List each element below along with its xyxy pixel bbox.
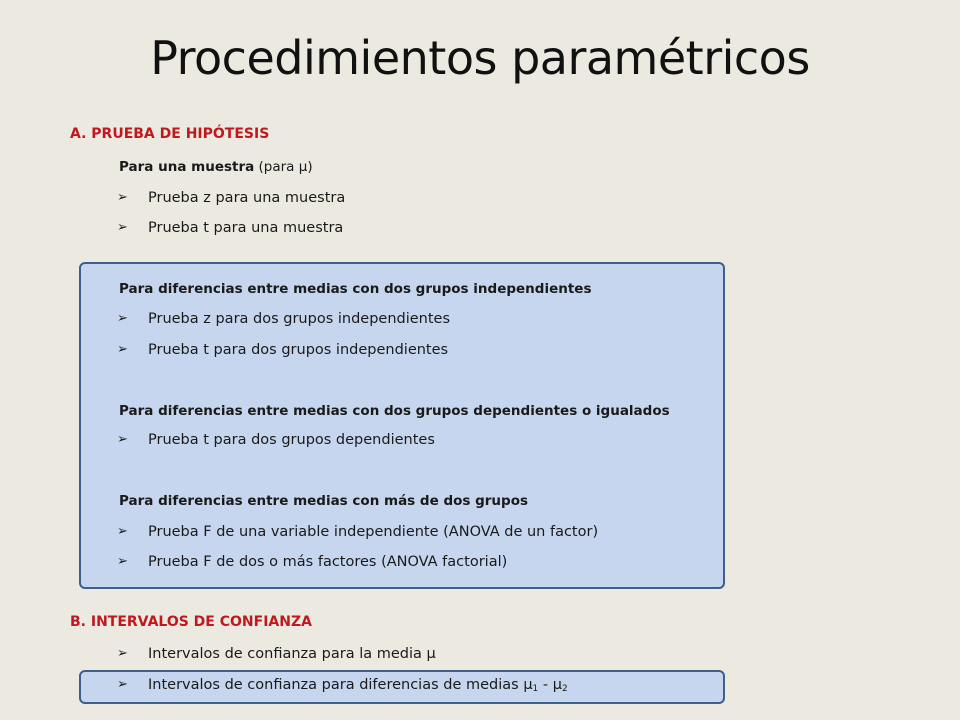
list-item-text: Prueba t para dos grupos independientes [148, 342, 449, 358]
list-item-text: Prueba z para dos grupos independientes [148, 311, 451, 327]
list-item-text: Prueba z para una muestra [148, 190, 346, 206]
arrow-bullet-icon: ➢ [117, 524, 128, 539]
arrow-bullet-icon: ➢ [117, 190, 128, 205]
list-item-text-dash: - μ [538, 677, 562, 693]
list-item-text: Intervalos de confianza para la media μ [148, 646, 436, 662]
slide-title: Procedimientos paramétricos [150, 31, 810, 85]
list-item-text: Prueba F de dos o más factores (ANOVA factorial) [148, 554, 508, 570]
arrow-bullet-icon: ➢ [117, 554, 128, 569]
group-one-sample-heading [119, 157, 313, 177]
arrow-bullet-icon: ➢ [117, 646, 128, 661]
arrow-bullet-icon: ➢ [117, 311, 128, 326]
arrow-bullet-icon: ➢ [117, 220, 128, 235]
list-item-text-main: Intervalos de confianza para diferencias de medias μ [148, 677, 533, 693]
subscript-one: 1 [532, 684, 539, 694]
list-item-text: Prueba t para dos grupos dependientes [148, 432, 435, 448]
section-a-heading: A. PRUEBA DE HIPÓTESIS [70, 126, 270, 142]
list-item-text: Prueba F de una variable independiente (ANOVA de un factor) [148, 524, 599, 540]
arrow-bullet-icon: ➢ [117, 432, 128, 447]
arrow-bullet-icon: ➢ [117, 677, 128, 692]
group-independent-heading: Para diferencias entre medias con dos grupos independientes [119, 281, 592, 297]
subscript-two: 2 [561, 684, 568, 694]
list-item-text: Prueba t para una muestra [148, 220, 344, 236]
list-item-text [148, 675, 568, 699]
arrow-bullet-icon: ➢ [117, 342, 128, 357]
group-heading-note: (para μ) [254, 159, 313, 175]
group-dependent-heading: Para diferencias entre medias con dos grupos dependientes o igualados [119, 403, 670, 419]
group-heading-text: Para una muestra [119, 159, 255, 175]
group-multiple-heading: Para diferencias entre medias con más de dos grupos [119, 493, 529, 509]
section-b-heading: B. INTERVALOS DE CONFIANZA [70, 614, 312, 630]
